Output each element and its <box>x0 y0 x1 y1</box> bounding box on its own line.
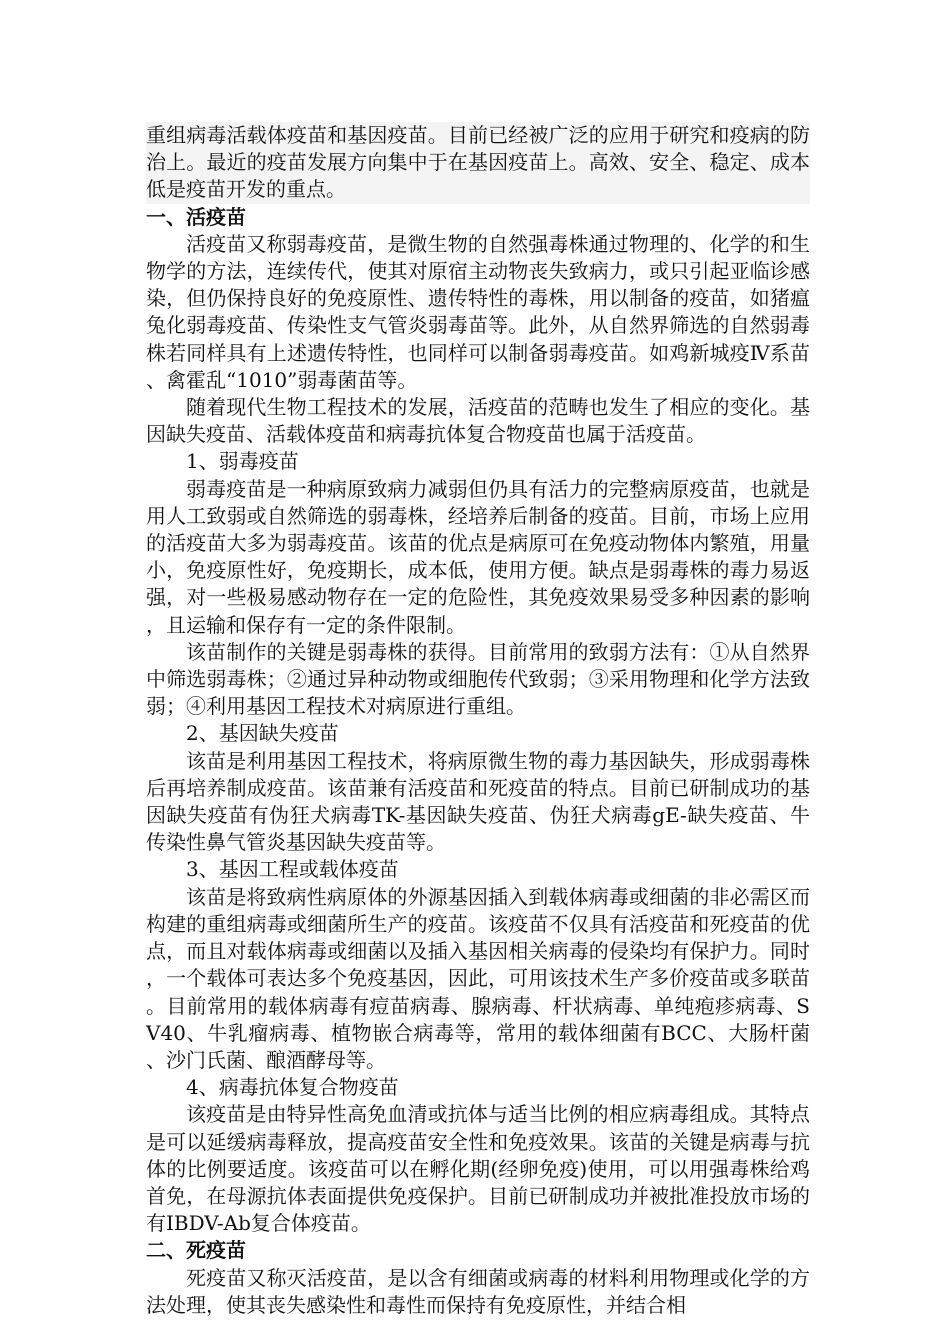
paragraph: 该苗是将致病性病原体的外源基因插入到载体病毒或细菌的非必需区而构建的重组病毒或细菌所生产的疫苗。该疫苗不仅具有活疫苗和死疫苗的优点，而且对载体病毒或细菌以及插入基因相关病毒的侵染均有保护力。同时，一个载体可表达多个免疫基因，因此，可用该技术生产多价疫苗或多联苗。目前常用的载体病毒有痘苗病毒、腺病毒、杆状病毒、单纯疱疹病毒、SV40、牛乳瘤病毒、植物嵌合病毒等，常用的载体细菌有BCC、大肠杆菌、沙门氏菌、酿酒酵母等。 <box>146 884 810 1072</box>
paragraph: 活疫苗又称弱毒疫苗，是微生物的自然强毒株通过物理的、化学的和生物学的方法，连续传代，使其对原宿主动物丧失致病力，或只引起亚临诊感染，但仍保持良好的免疫原性、遗传特性的毒株，用以制备的疫苗，如猪瘟兔化弱毒疫苗、传染性支气管炎弱毒苗等。此外，从自然界筛选的自然弱毒株若同样具有上述遗传特性，也同样可以制备弱毒疫苗。如鸡新城疫Ⅳ系苗、禽霍乱“1010”弱毒菌苗等。 <box>146 231 810 392</box>
paragraph: 随着现代生物工程技术的发展，活疫苗的范畴也发生了相应的变化。基因缺失疫苗、活载体疫苗和病毒抗体复合物疫苗也属于活疫苗。 <box>146 395 810 447</box>
intro-paragraph: 重组病毒活载体疫苗和基因疫苗。目前已经被广泛的应用于研究和疫病的防治上。最近的疫苗发展方向集中于在基因疫苗上。高效、安全、稳定、成本低是疫苗开发的重点。 <box>146 122 810 204</box>
paragraph: 弱毒疫苗是一种病原致病力减弱但仍具有活力的完整病原疫苗，也就是用人工致弱或自然筛选的弱毒株，经培养后制备的疫苗。目前，市场上应用的活疫苗大多为弱毒疫苗。该苗的优点是病原可在免疫动物体内繁殖，用量小，免疫原性好，免疫期长，成本低，使用方便。缺点是弱毒株的毒力易返强，对一些极易感动物存在一定的危险性，其免疫效果易受多种因素的影响，且运输和保存有一定的条件限制。 <box>146 476 810 637</box>
subheading-vector-vaccine: 3、基因工程或载体疫苗 <box>186 857 399 882</box>
paragraph: 该疫苗是由特异性高免血清或抗体与适当比例的相应病毒组成。其特点是可以延缓病毒释放，提高疫苗安全性和免疫效果。该苗的关键是病毒与抗体的比例要适度。该疫苗可以在孵化期(经卵免疫)使用，可以用强毒株给鸡首免，在母源抗体表面提供免疫保护。目前已研制成功并被批准投放市场的有IBDV-Ab复合体疫苗。 <box>146 1102 810 1236</box>
paragraph: 死疫苗又称灭活疫苗，是以含有细菌或病毒的材料利用物理或化学的方法处理，使其丧失感染性和毒性而保持有免疫原性，并结合相 <box>146 1265 810 1317</box>
subheading-immune-complex-vaccine: 4、病毒抗体复合物疫苗 <box>186 1075 399 1100</box>
section-heading-inactivated-vaccine: 二、死疫苗 <box>146 1238 246 1263</box>
paragraph: 该苗制作的关键是弱毒株的获得。目前常用的致弱方法有：①从自然界中筛选弱毒株；②通过异种动物或细胞传代致弱；③采用物理和化学方法致弱；④利用基因工程技术对病原进行重组。 <box>146 639 810 719</box>
document-page <box>146 122 810 1319</box>
subheading-attenuated-vaccine: 1、弱毒疫苗 <box>186 449 299 474</box>
paragraph: 该苗是利用基因工程技术，将病原微生物的毒力基因缺失，形成弱毒株后再培养制成疫苗。该苗兼有活疫苗和死疫苗的特点。目前已研制成功的基因缺失疫苗有伪狂犬病毒TK-基因缺失疫苗、伪狂犬病毒gE-缺失疫苗、牛传染性鼻气管炎基因缺失疫苗等。 <box>146 748 810 855</box>
section-heading-live-vaccine: 一、活疫苗 <box>146 204 246 229</box>
subheading-gene-deleted-vaccine: 2、基因缺失疫苗 <box>186 721 339 746</box>
